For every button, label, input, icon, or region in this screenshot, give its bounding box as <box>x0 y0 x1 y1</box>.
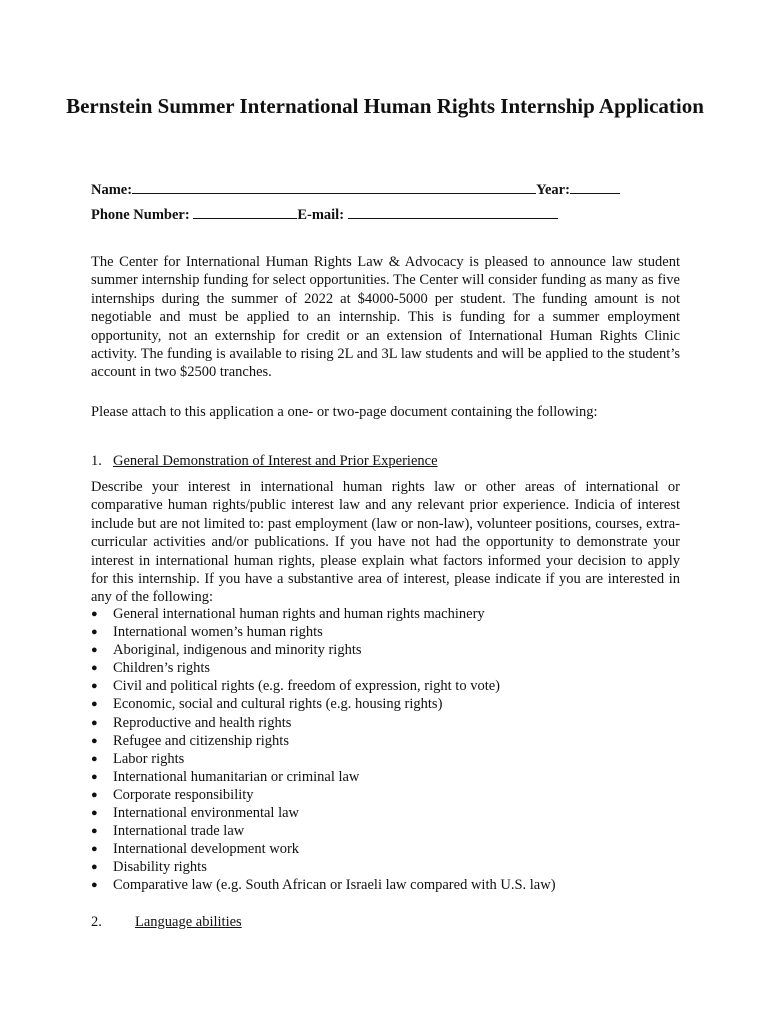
bullet-icon: ● <box>91 861 98 874</box>
bullet-icon: ● <box>91 879 98 892</box>
section-1-number: 1. <box>91 453 102 469</box>
bullet-icon: ● <box>91 626 98 639</box>
bullet-icon: ● <box>91 843 98 856</box>
bullet-icon: ● <box>91 680 98 693</box>
section-1-heading <box>91 452 438 470</box>
year-label: Year: <box>536 182 570 198</box>
list-item: ● Disability rights <box>91 859 207 876</box>
bullet-icon: ● <box>91 807 98 820</box>
applicant-fields <box>91 180 620 230</box>
list-item: ● Economic, social and cultural rights (e.g. housing rights) <box>91 696 443 713</box>
section-1-body: Describe your interest in international human rights law or other areas of international or comparative human rights/public interest law and any relevant prior experience. Indicia of interest include but are not limited to: past employment (law or non-law), volunteer positions, courses, extra-curricular activities and/or publications. If you have not had the opportunity to demonstrate your interest in international human rights, please explain what factors informed your decision to apply for this internship. If you have a substantive area of interest, please indicate if you are interested in any of the following: <box>91 479 680 606</box>
bullet-icon: ● <box>91 644 98 657</box>
list-item: ● Comparative law (e.g. South African or Israeli law compared with U.S. law) <box>91 877 556 894</box>
list-item: ● International trade law <box>91 823 245 840</box>
section-2-number: 2. <box>91 914 102 930</box>
bullet-icon: ● <box>91 716 98 729</box>
list-item: ● International women’s human rights <box>91 624 323 641</box>
list-item: ● Reproductive and health rights <box>91 714 292 731</box>
list-item: ● General international human rights and human rights machinery <box>91 606 485 622</box>
intro-paragraph: The Center for International Human Rights Law & Advocacy is pleased to announce law student summer internship funding for select opportunities. The Center will consider funding as many as five internships during the summer of 2022 at $4000-5000 per student. The funding amount is not negotiable and must be applied to an internship. This is funding for a summer employment opportunity, not an externship for credit or an extension of International Human Rights Clinic activity. The funding is available to rising 2L and 3L law students and will be applied to the student’s account in two $2500 tranches. <box>91 254 680 381</box>
year-blank[interactable] <box>570 180 620 194</box>
list-item: ● International environmental law <box>91 805 300 822</box>
list-item: ● Children’s rights <box>91 660 211 677</box>
list-item: ● Refugee and citizenship rights <box>91 732 289 749</box>
name-blank[interactable] <box>132 180 536 194</box>
list-item: ● International humanitarian or criminal law <box>91 768 360 785</box>
name-label: Name: <box>91 182 133 198</box>
bullet-icon: ● <box>91 608 98 620</box>
bullet-icon: ● <box>91 752 98 765</box>
list-item: ● Civil and political rights (e.g. freedom of expression, right to vote) <box>91 678 500 695</box>
phone-blank[interactable] <box>193 205 297 219</box>
section-2-heading <box>91 913 242 931</box>
email-blank[interactable] <box>348 205 558 219</box>
interest-areas-list <box>91 605 556 895</box>
list-item: ● International development work <box>91 841 300 858</box>
bullet-icon: ● <box>91 788 98 801</box>
bullet-icon: ● <box>91 734 98 747</box>
page-title: Bernstein Summer International Human Rights Internship Application <box>66 94 704 118</box>
bullet-icon: ● <box>91 662 98 675</box>
list-item: ● Corporate responsibility <box>91 786 254 803</box>
list-item: ● Aboriginal, indigenous and minority rights <box>91 642 362 659</box>
list-item: ● Labor rights <box>91 750 185 767</box>
name-year-line <box>91 180 620 205</box>
email-label: E-mail: <box>297 207 345 223</box>
section-2-title: Language abilities <box>135 914 242 930</box>
bullet-icon: ● <box>91 825 98 838</box>
bullet-icon: ● <box>91 770 98 783</box>
section-1-title: General Demonstration of Interest and Prior Experience <box>113 453 438 469</box>
phone-email-line <box>91 205 620 230</box>
bullet-icon: ● <box>91 698 98 711</box>
attach-paragraph: Please attach to this application a one- or two-page document containing the following: <box>91 404 598 420</box>
phone-label: Phone Number: <box>91 207 190 223</box>
